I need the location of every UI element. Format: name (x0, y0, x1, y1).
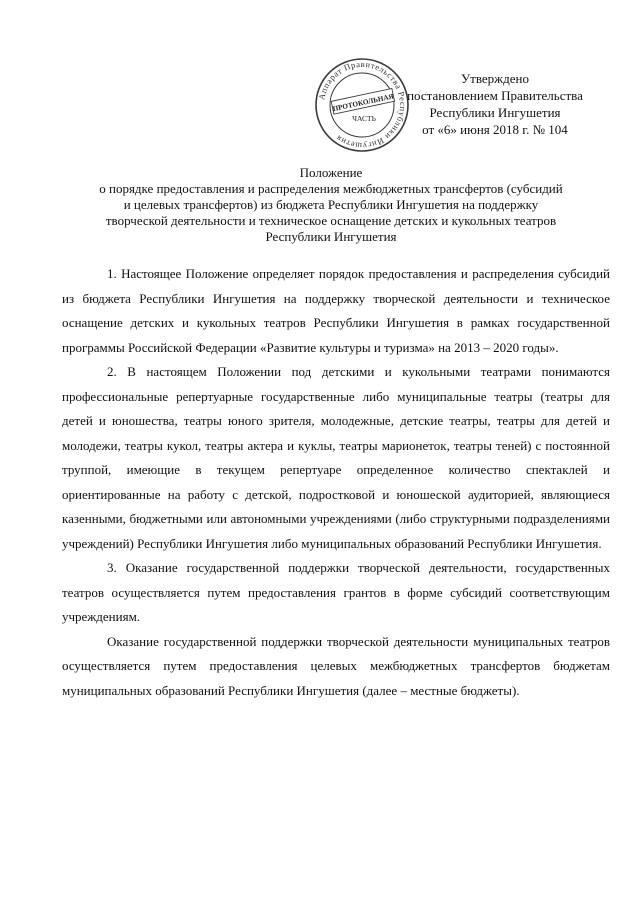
document-body (62, 262, 610, 703)
approval-line-3: Республики Ингушетия (429, 105, 561, 120)
approval-line-2: постановлением Правительства (407, 88, 583, 103)
paragraph-1: 1. Настоящее Положение определяет порядок предоставления и распределения субсидий из бюджета Республики Ингушетия на поддержку творческой деятельности и техническое оснащение детских и кукольных театров Республики Ингушетия в рамках государственной программы Российской Федерации «Развитие культуры и туризма» на 2013 – 2020 годы». (62, 266, 610, 355)
title-line-5: Республики Ингушетия (265, 229, 397, 244)
paragraph-2: 2. В настоящем Положении под детскими и кукольными театрами понимаются профессиональные репертуарные государственные либо муниципальные театры (театры для детей и юношества, театры юного зрителя, молодежные, детские театры, театры для детей и молодежи, театры кукол, театры актера и куклы, театры марионеток, театры теней) с постоянной труппой, имеющие в текущем репертуаре определенное количество спектаклей и ориентированные на работу с детской, подростковой и юношеской аудиторией, являющиеся казенными, бюджетными или автономными учреждениями (либо структурными подразделениями учреждений) Республики Ингушетия либо муниципальных образований Республики Ингушетия. (62, 364, 610, 551)
approval-line-1: Утверждено (460, 71, 530, 86)
paragraph-3: 3. Оказание государственной поддержки творческой деятельности, государственных театров осуществляется путем предоставления грантов в форме субсидий соответствующим учреждениям. (62, 560, 610, 624)
seal-center-text: ЧАСТЬ (352, 114, 376, 123)
document-title (40, 165, 622, 245)
title-line-2: о порядке предоставления и распределения межбюджетных трансфертов (субсидий (99, 181, 563, 196)
title-line-1: Положение (299, 165, 363, 180)
seal-band-text: ПРОТОКОЛЬНАЯ (331, 92, 395, 114)
title-line-4: творческой деятельности и техническое оснащение детских и кукольных театров (105, 213, 557, 228)
title-line-3: и целевых трансфертов) из бюджета Республики Ингушетия на поддержку (123, 197, 539, 212)
paragraph-4: Оказание государственной поддержки творческой деятельности муниципальных театров осуществляется путем предоставления целевых межбюджетных трансфертов бюджетам муниципальных образований Республики Ингушетия (далее – местные бюджеты). (62, 633, 610, 698)
approval-block (380, 70, 610, 138)
approval-line-4: от «6» июня 2018 г. № 104 (422, 122, 568, 137)
seal-outer-text: Аппарат Правительства Республики Ингушетия (316, 58, 409, 152)
